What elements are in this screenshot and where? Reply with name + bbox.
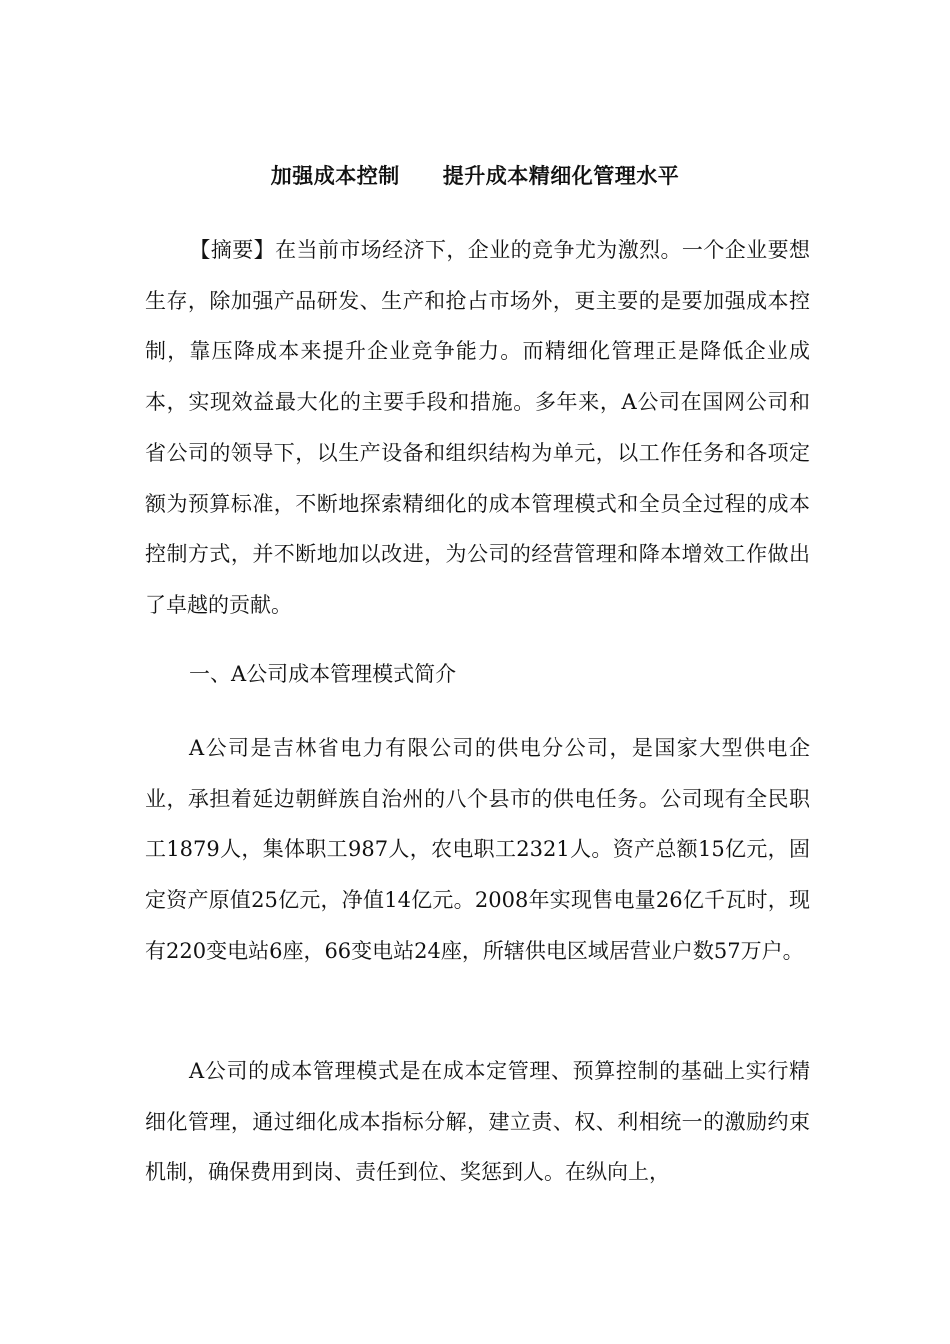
section-heading: 一、A公司成本管理模式简介 [189,662,457,686]
abstract-paragraph [145,225,810,631]
document-title: 加强成本控制 提升成本精细化管理水平 [270,164,680,188]
abstract-text: 【摘要】在当前市场经济下，企业的竞争尤为激烈。一个企业要想生存，除加强产品研发、生产和抢占市场外，更主要的是要加强成本控制，靠压降成本来提升企业竞争能力。而精细化管理正是降低企业成本，实现效益最大化的主要手段和措施。多年来，A公司在国网公司和省公司的领导下，以生产设备和组织结构为单元，以工作任务和各项定额为预算标准，不断地探索精细化的成本管理模式和全员全过程的成本控制方式，并不断地加以改进，为公司的经营管理和降本增效工作做出了卓越的贡献。 [145,238,810,617]
body-paragraph-1-text: A公司是吉林省电力有限公司的供电分公司，是国家大型供电企业，承担着延边朝鲜族自治州的八个县市的供电任务。公司现有全民职工1879人，集体职工987人，农电职工2321人。资产总额15亿元，固定资产原值25亿元，净值14亿元。2008年实现售电量26亿千瓦时，现有220变电站6座，66变电站24座，所辖供电区域居营业户数57万户。 [145,736,810,963]
body-paragraph-2-text: A公司的成本管理模式是在成本定管理、预算控制的基础上实行精细化管理，通过细化成本指标分解，建立责、权、利相统一的激励约束机制，确保费用到岗、责任到位、奖惩到人。在纵向上， [145,1059,810,1185]
body-paragraph-2 [145,1046,810,1198]
body-paragraph-1 [145,723,810,977]
